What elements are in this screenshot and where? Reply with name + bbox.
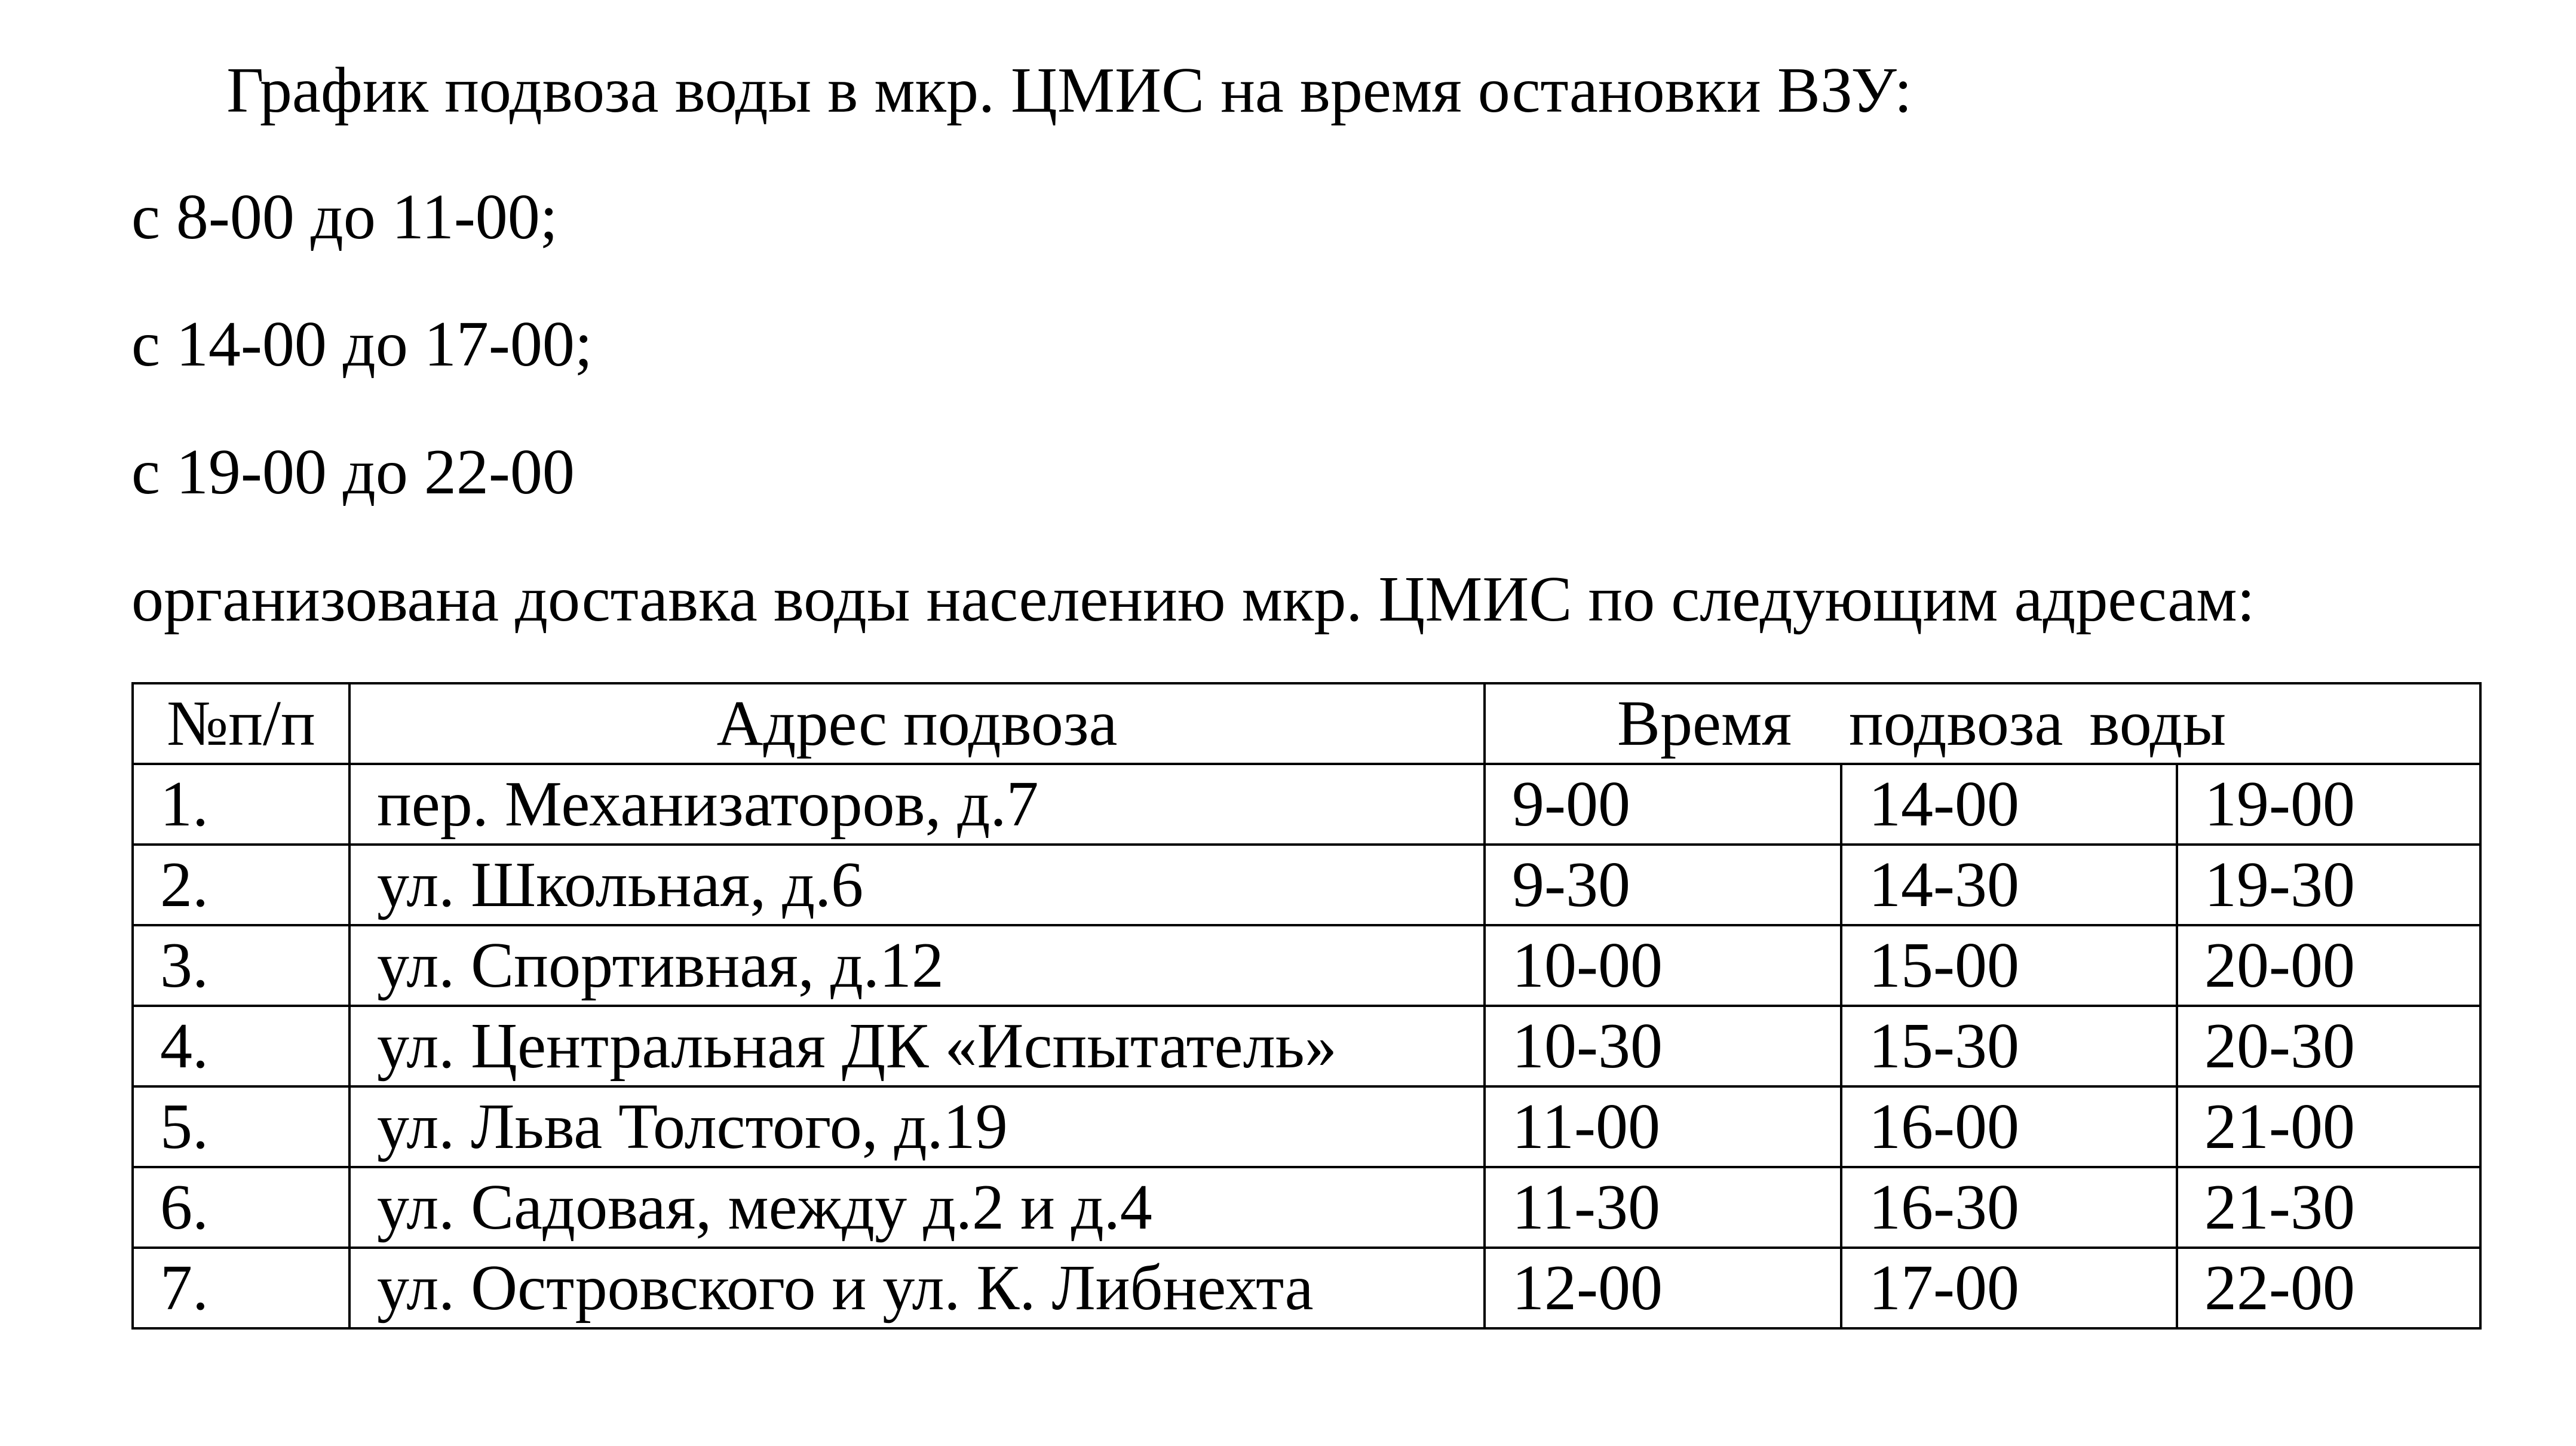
row-time-afternoon: 16-00 (1841, 1086, 2177, 1167)
row-address: ул. Центральная ДК «Испытатель» (349, 1006, 1485, 1086)
document-title: График подвоза воды в мкр. ЦМИС на время остановки ВЗУ: (226, 55, 1912, 126)
row-time-evening: 19-00 (2177, 764, 2480, 845)
row-time-evening: 22-00 (2177, 1248, 2480, 1328)
row-number: 2. (133, 845, 349, 925)
row-number: 4. (133, 1006, 349, 1086)
row-time-afternoon: 14-00 (1841, 764, 2177, 845)
table-row (133, 845, 2480, 925)
row-number: 1. (133, 764, 349, 845)
row-time-morning: 9-30 (1485, 845, 1841, 925)
row-time-morning: 11-00 (1485, 1086, 1841, 1167)
header-number: №п/п (133, 683, 349, 764)
row-time-evening: 21-00 (2177, 1086, 2480, 1167)
row-time-afternoon: 16-30 (1841, 1167, 2177, 1248)
row-time-evening: 20-00 (2177, 925, 2480, 1006)
row-time-afternoon: 15-30 (1841, 1006, 2177, 1086)
header-time-word: воды (2089, 687, 2227, 759)
table-row (133, 1006, 2480, 1086)
delivery-schedule-table (131, 682, 2482, 1330)
row-time-evening: 20-30 (2177, 1006, 2480, 1086)
row-time-morning: 12-00 (1485, 1248, 1841, 1328)
table-row (133, 1086, 2480, 1167)
row-number: 3. (133, 925, 349, 1006)
row-address: ул. Спортивная, д.12 (349, 925, 1485, 1006)
row-time-afternoon: 17-00 (1841, 1248, 2177, 1328)
interval-line: с 14-00 до 17-00; (131, 309, 593, 380)
header-time-word: Время (1617, 687, 1792, 759)
row-address: ул. Островского и ул. К. Либнехта (349, 1248, 1485, 1328)
row-address: ул. Садовая, между д.2 и д.4 (349, 1167, 1485, 1248)
table-row (133, 925, 2480, 1006)
table-row (133, 1248, 2480, 1328)
header-time (1485, 683, 2480, 764)
row-time-morning: 11-30 (1485, 1167, 1841, 1248)
row-time-evening: 19-30 (2177, 845, 2480, 925)
intro-text: организована доставка воды населению мкр. ЦМИС по следующим адресам: (131, 564, 2255, 635)
row-time-afternoon: 15-00 (1841, 925, 2177, 1006)
interval-line: с 8-00 до 11-00; (131, 182, 558, 253)
row-time-afternoon: 14-30 (1841, 845, 2177, 925)
row-number: 7. (133, 1248, 349, 1328)
header-time-word: подвоза (1849, 687, 2063, 759)
row-time-morning: 10-00 (1485, 925, 1841, 1006)
row-address: пер. Механизаторов, д.7 (349, 764, 1485, 845)
table-header-row (133, 683, 2480, 764)
row-number: 6. (133, 1167, 349, 1248)
header-address: Адрес подвоза (349, 683, 1485, 764)
table-row (133, 764, 2480, 845)
table-row (133, 1167, 2480, 1248)
row-time-evening: 21-30 (2177, 1167, 2480, 1248)
row-time-morning: 9-00 (1485, 764, 1841, 845)
row-address: ул. Школьная, д.6 (349, 845, 1485, 925)
interval-line: с 19-00 до 22-00 (131, 437, 575, 508)
row-number: 5. (133, 1086, 349, 1167)
row-address: ул. Льва Толстого, д.19 (349, 1086, 1485, 1167)
row-time-morning: 10-30 (1485, 1006, 1841, 1086)
